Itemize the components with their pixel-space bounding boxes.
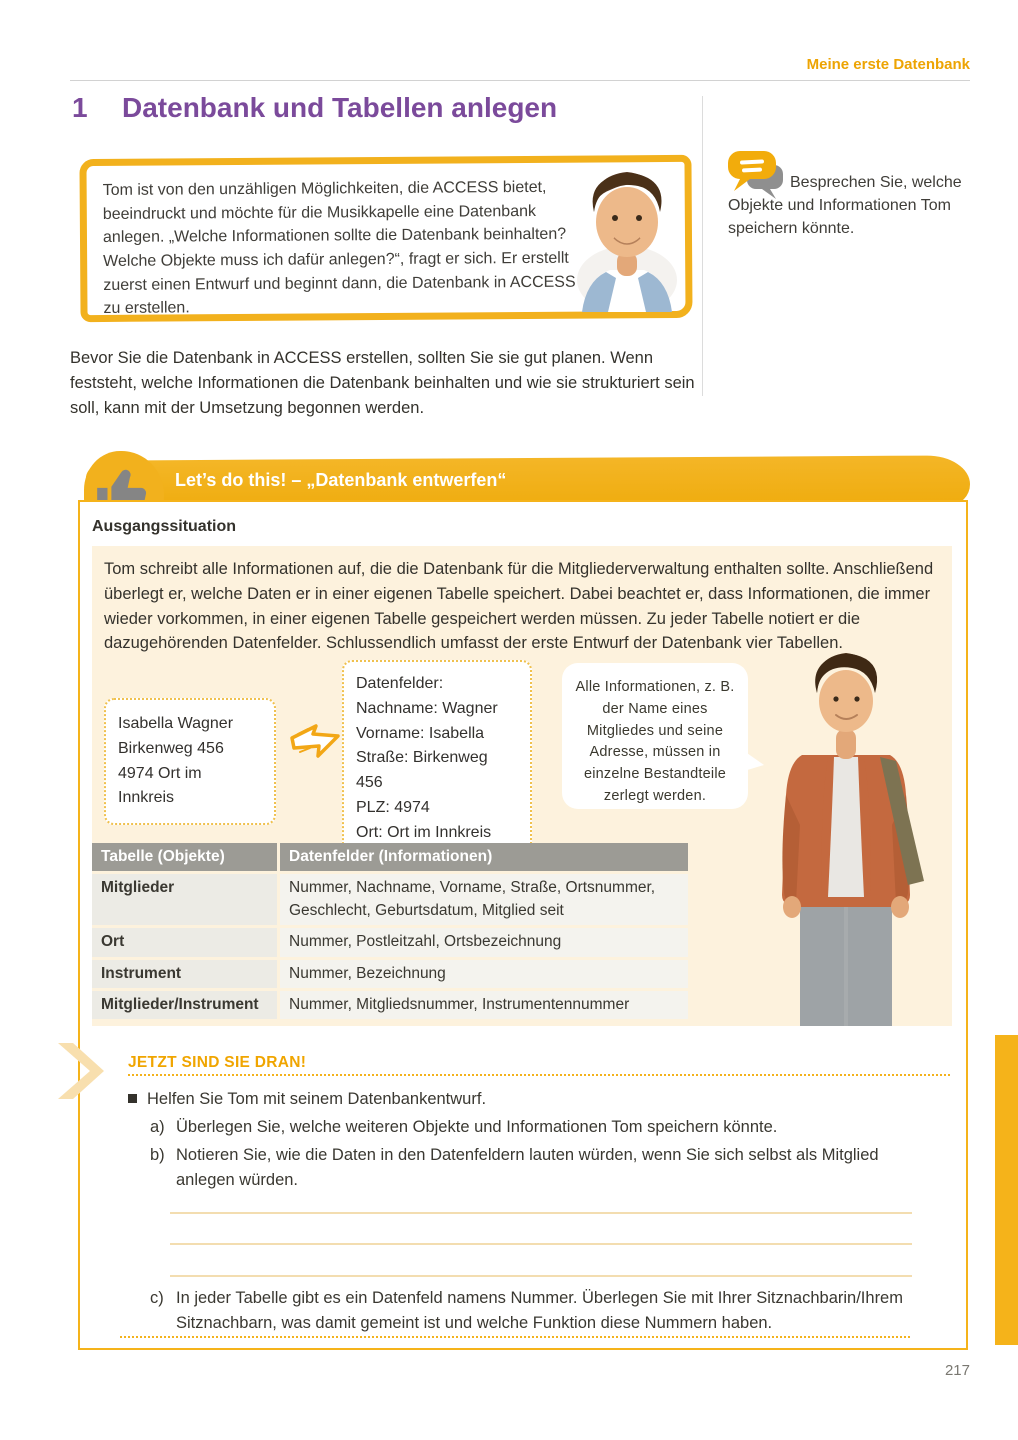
- table-header-cell: Datenfelder (Informationen): [280, 843, 688, 871]
- situation-text: Tom schreibt alle Informationen auf, die die Datenbank für die Mitgliederverwaltung enthalten sollte. Anschließend überlegt er, welche Daten er in einer eigenen Tabelle speichert. Dabei beachtet er, dass Informationen, die immer wieder vorkommen, in einer eigenen Tabelle gespeichert werden müssen. Zu jeder Tabelle notiert er die dazugehörenden Datenfelder. Schlussendlich umfasst der erste Entwurf der Datenbank vier Tabellen.: [104, 560, 934, 653]
- dotted-rule: [128, 1066, 950, 1076]
- address-line: Birkenweg 456: [118, 739, 224, 757]
- sketch-arrow-icon: [288, 712, 344, 768]
- running-header: Meine erste Datenbank: [806, 56, 970, 73]
- table-cell-fields: Nummer, Mitgliedsnummer, Instrumentennummer: [280, 991, 688, 1019]
- exercise-item-c: [150, 1286, 928, 1336]
- tom-portrait-photo: [568, 160, 686, 312]
- table-header-row: [92, 843, 688, 871]
- writing-line: [170, 1275, 912, 1277]
- table-header-cell: Tabelle (Objekte): [92, 843, 277, 871]
- column-divider: [702, 96, 703, 396]
- address-line: Isabella Wagner: [118, 715, 234, 732]
- margin-note-text: Besprechen Sie, welche Objekte und Informationen Tom speichern könnte.: [728, 174, 962, 238]
- datafield-line: Datenfelder:: [356, 675, 444, 692]
- exercise-intro-text: Helfen Sie Tom mit seinem Datenbankentwurf.: [147, 1090, 487, 1108]
- intro-box-text: Tom ist von den unzähligen Möglichkeiten, die ACCESS bietet, beeindruckt und möchte für die Musikkapelle eine Datenbank anlegen. „Welche Informationen sollte die Datenbank beinhalten? Welche Objekte muss ich dafür anlegen?“, fragt er sich. Er erstellt zuerst einen Entwurf und beginnt dann, die Datenbank in ACCESS zu erstellen.: [102, 178, 576, 318]
- table-cell-fields: Nummer, Bezeichnung: [280, 960, 688, 988]
- table-cell-object: Instrument: [92, 960, 277, 988]
- section-heading: Ausgangssituation: [92, 518, 237, 535]
- datafield-line: Nachname: Wagner: [356, 699, 498, 717]
- item-label: a): [150, 1118, 165, 1136]
- table-cell-fields: Nummer, Nachname, Vorname, Straße, Ortsnummer, Geschlecht, Geburtsdatum, Mitglied seit: [280, 874, 688, 925]
- datafield-line: Vorname: Isabella: [356, 724, 485, 742]
- table-cell-object: Mitglieder: [92, 874, 277, 925]
- table-row: [92, 874, 688, 925]
- chevron-right-icon: [58, 1043, 104, 1099]
- table-row: [92, 928, 688, 956]
- item-text: Notieren Sie, wie die Daten in den Datenfeldern lauten würden, wenn Sie sich selbst als Mitglied anlegen würden.: [176, 1146, 879, 1189]
- item-text: Überlegen Sie, welche weiteren Objekte und Informationen Tom speichern könnte.: [176, 1118, 778, 1136]
- chapter-number: 1: [72, 92, 88, 123]
- item-label: c): [150, 1289, 164, 1307]
- table-row: [92, 991, 688, 1019]
- activity-banner-title: Let’s do this! – „Datenbank entwerfen“: [175, 470, 507, 490]
- datafield-line: Ort: Ort im Innkreis: [356, 823, 492, 841]
- exercise-intro-item: [128, 1088, 908, 1111]
- table-cell-fields: Nummer, Postleitzahl, Ortsbezeichnung: [280, 928, 688, 956]
- square-bullet-icon: [128, 1094, 137, 1103]
- table-cell-object: Mitglieder/Instrument: [92, 991, 277, 1019]
- intro-paragraph: Bevor Sie die Datenbank in ACCESS erstellen, sollten Sie sie gut planen. Wenn feststeht, welche Informationen die Datenbank beinhalten und wie sie strukturiert sein soll, kann mit der Umsetzung begonnen werden.: [70, 349, 695, 417]
- item-text: In jeder Tabelle gibt es ein Datenfeld namens Nummer. Überlegen Sie mit Ihrer Sitznachbarin/Ihrem Sitznachbarn, was damit gemeint ist und welche Funktion diese Nummern haben.: [176, 1289, 903, 1332]
- datafield-line: Straße: Birkenweg 456: [356, 749, 488, 792]
- exercise-item-b: [150, 1143, 928, 1193]
- datafield-line: PLZ: 4974: [356, 798, 430, 816]
- table-row: [92, 960, 688, 988]
- chapter-edge-tab: [995, 1035, 1018, 1345]
- chapter-title: Datenbank und Tabellen anlegen: [122, 92, 558, 123]
- writing-line: [170, 1212, 912, 1214]
- datafields-card: [342, 660, 532, 858]
- page-number: 217: [944, 1362, 970, 1379]
- tom-speech-bubble: Alle Informationen, z. B. der Name eines Mitgliedes und seine Adresse, müssen in einzelne Bestandteile zerlegt werden.: [562, 663, 748, 809]
- address-line: 4974 Ort im Innkreis: [118, 764, 202, 807]
- address-card: [104, 698, 276, 825]
- item-label: b): [150, 1146, 165, 1164]
- exercise-item-a: [150, 1115, 930, 1140]
- tables-overview-table: [92, 843, 688, 1022]
- tom-photo-full: [740, 645, 952, 1026]
- header-rule: [70, 80, 970, 81]
- dotted-rule: [120, 1330, 910, 1338]
- table-cell-object: Ort: [92, 928, 277, 956]
- writing-line: [170, 1243, 912, 1245]
- exercise-heading: JETZT SIND SIE DRAN!: [128, 1054, 307, 1071]
